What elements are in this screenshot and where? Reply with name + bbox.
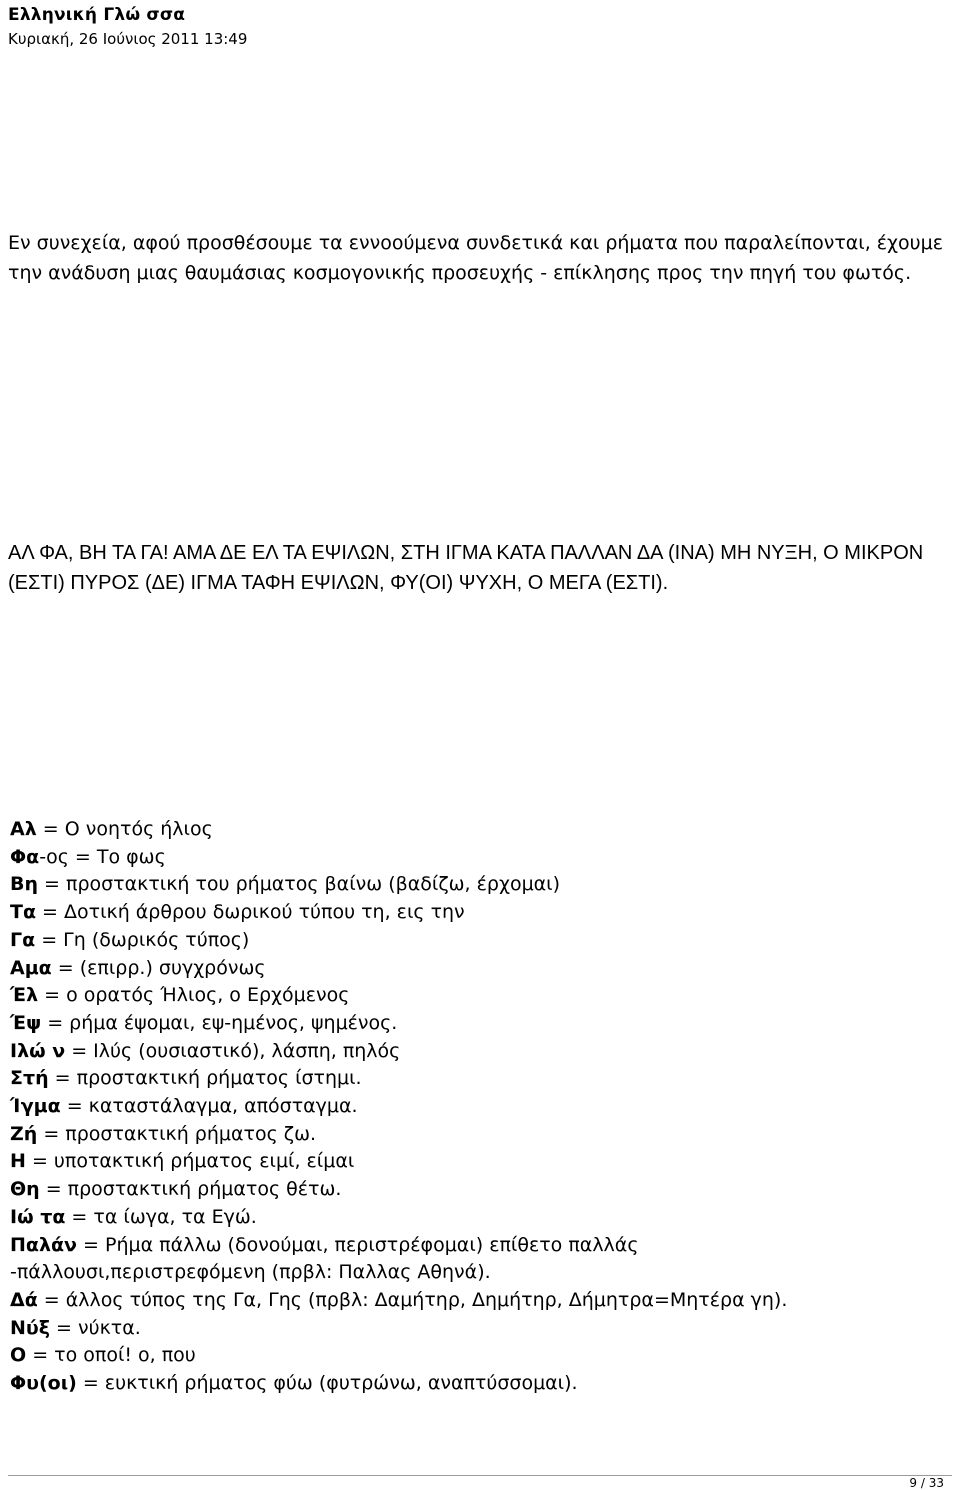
glossary-entry [10,1204,955,1232]
glossary-definition: = Ο νοητός ήλιος [36,818,213,840]
glossary-definition: = άλλος τύπος της Γα, Γης (πρβλ: Δαμήτηρ, Δημήτηρ, Δήμητρα=Μητέρα γη). [37,1288,788,1311]
document-date: Κυριακή, 26 Ιούνιος 2011 13:49 [8,30,248,48]
glossary-term: Βη [10,873,39,896]
glossary-term: Ιλώ ν [10,1039,66,1062]
glossary-definition: = ευκτική ρήματος φύω (φυτρώνω, αναπτύσσομαι). [76,1372,578,1395]
glossary-term: Ίγμα [10,1095,61,1118]
glossary-definition: = προστακτική ρήματος θέτω. [39,1178,342,1201]
glossary-entry [10,1370,955,1398]
glossary-definition: = το οποί! ο, που [26,1344,196,1367]
glossary-entry [10,1093,955,1121]
glossary-definition: = Ρήμα πάλλω (δονούμαι, περιστρέφομαι) επίθετο παλλάς [76,1233,639,1256]
glossary-entry [10,1148,955,1176]
glossary-definition: = (επιρρ.) συγχρόνως [51,956,266,979]
glossary-term: Στή [10,1067,49,1090]
glossary-entry [10,816,955,844]
glossary-definition: -πάλλουσι,περιστρεφόμενη (πρβλ: Παλλας Αθηνά). [10,1261,491,1284]
glossary-entry [10,1065,955,1093]
glossary-definition: = καταστάλαγμα, απόσταγμα. [60,1095,358,1118]
glossary-definition: = προστακτική ρήματος ζω. [37,1122,317,1145]
glossary-term: Παλάν [10,1233,77,1256]
glossary-definition: = ρήμα έψομαι, εψ-ημένος, ψημένος. [41,1011,398,1034]
glossary-term: Αμα [10,956,52,979]
document-header [8,4,247,49]
glossary-entry [10,1121,955,1149]
glossary-definition: = Γη (δωρικός τύπος) [35,928,250,951]
glossary-term: Θη [10,1178,40,1201]
glossary-term: Γα [10,928,36,951]
glossary-entry [10,1259,955,1287]
glossary-definition: = Ιλύς (ουσιαστικό), λάσπη, πηλός [65,1039,401,1062]
glossary-entry [10,871,955,899]
glossary-definition: = προστακτική του ρήματος βαίνω (βαδίζω, έρχομαι) [38,873,561,896]
glossary-term: Φα [10,845,40,868]
glossary-entry [10,927,955,955]
glossary-term: Αλ [10,818,37,840]
glossary-entry [10,1038,955,1066]
glossary-term: Ζή [10,1122,38,1145]
page-number: 9 / 33 [909,1476,944,1490]
glossary-definition: = νύκτα. [49,1316,141,1339]
glossary-entry [10,1315,955,1343]
glossary-term: Έψ [10,1011,42,1034]
glossary-entry [10,1287,955,1315]
glossary-entry [10,1232,955,1260]
glossary-list [10,816,955,1398]
glossary-term: Νύξ [10,1316,50,1339]
glossary-entry [10,844,955,872]
glossary-definition: = ο ορατός Ήλιος, ο Ερχόμενος [38,984,350,1007]
glossary-definition: = υποτακτική ρήματος ειμί, είμαι [25,1150,355,1173]
glossary-entry [10,1342,955,1370]
glossary-definition: -ος = Το φως [39,845,166,868]
glossary-term: Φυ(οι) [10,1372,77,1395]
glossary-entry [10,1176,955,1204]
glossary-term: Ιώ τα [10,1205,66,1228]
intro-paragraph: Εν συνεχεία, αφού προσθέσουμε τα εννοούμενα συνδετικά και ρήματα που παραλείπονται, έχουμε την ανάδυση μιας θαυμάσιας κοσμογονικής προσευχής - επίκλησης προς την πηγή του φωτός. [8,232,944,284]
glossary-term: Η [10,1150,26,1173]
invocation-paragraph: ΑΛ ΦΑ, ΒΗ ΤΑ ΓΑ! ΑΜΑ ΔΕ ΕΛ ΤΑ ΕΨΙΛΩΝ, ΣΤΗ ΙΓΜΑ ΚΑΤΑ ΠΑΛΛΑΝ ΔΑ (ΙΝΑ) ΜΗ ΝΥΞΗ, Ο ΜΙΚΡΟΝ (ΕΣΤΙ) ΠΥΡΟΣ (ΔΕ) ΙΓΜΑ ΤΑΦΗ ΕΨΙΛΩΝ, ΦΥ(ΟΙ) ΨΥΧΗ, Ο ΜΕΓΑ (ΕΣΤΙ). [8,542,924,594]
glossary-entry [10,1010,955,1038]
glossary-entry [10,982,955,1010]
glossary-definition: = τα ίωγα, τα Εγώ. [65,1205,257,1228]
glossary-entry [10,955,955,983]
glossary-definition: = προστακτική ρήματος ίστημι. [48,1067,362,1090]
glossary-term: Δά [10,1288,38,1311]
document-title: Ελληνική Γλώ σσα [8,5,186,25]
glossary-term: Τα [10,901,37,924]
glossary-term: Έλ [10,984,39,1007]
glossary-entry [10,899,955,927]
footer-divider [8,1475,952,1476]
glossary-term: Ο [10,1344,27,1367]
glossary-definition: = Δοτική άρθρου δωρικού τύπου τη, εις την [36,901,465,924]
